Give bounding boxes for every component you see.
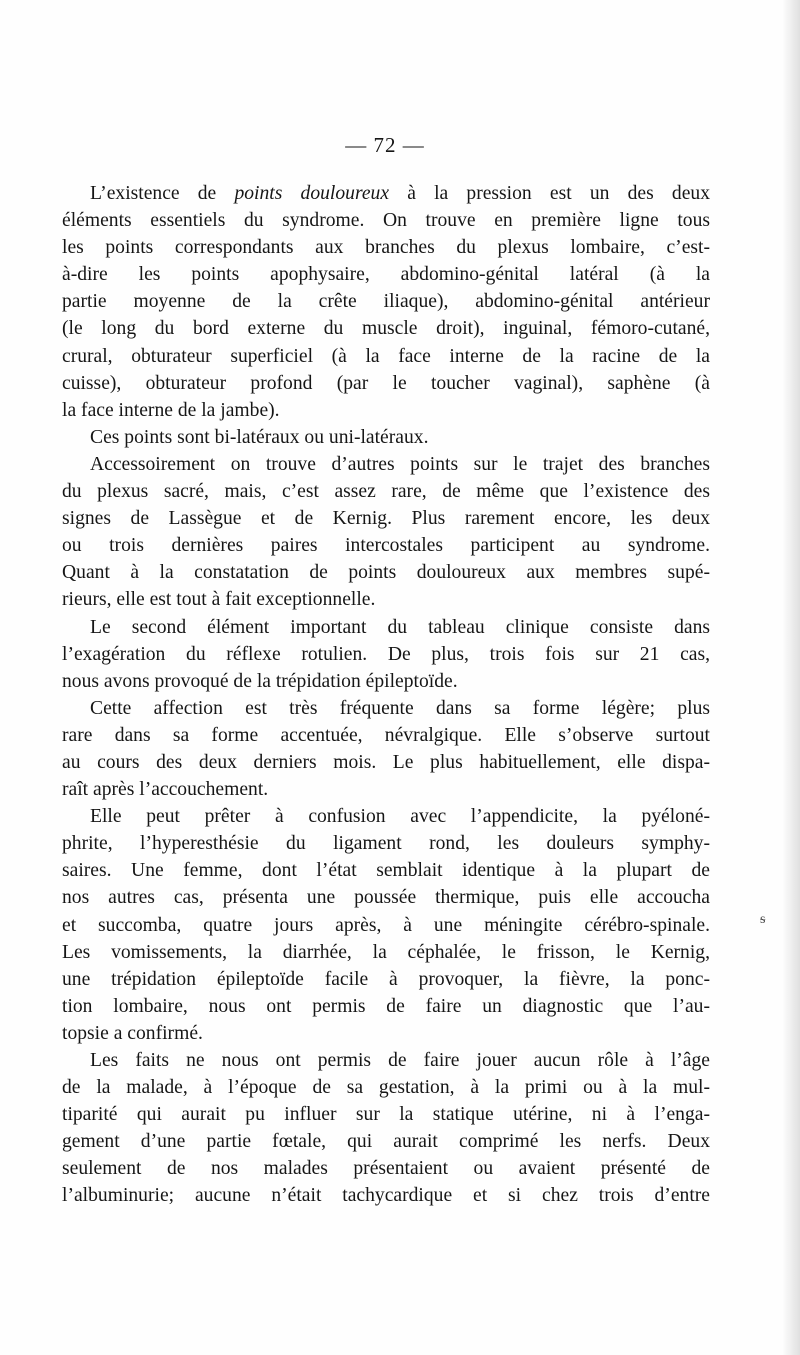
text-line: éléments essentiels du syndrome. On trouve en première ligne tous bbox=[62, 210, 710, 232]
text-line: au cours des deux derniers mois. Le plus habituellement, elle dispa- bbox=[62, 751, 710, 773]
text-line: Accessoirement on trouve d’autres points sur le trajet des branches bbox=[90, 453, 710, 475]
text-line: Le second élément important du tableau clinique consiste dans bbox=[90, 616, 710, 638]
text-line: l’exagération du réflexe rotulien. De plus, trois fois sur 21 cas, bbox=[62, 643, 710, 665]
paragraph bbox=[62, 803, 710, 1047]
text-line: tiparité qui aurait pu influer sur la statique utérine, ni à l’enga- bbox=[62, 1104, 710, 1126]
text-line: à-dire les points apophysaire, abdomino-génital latéral (à la bbox=[62, 264, 710, 286]
paragraph bbox=[62, 451, 710, 614]
page-number: — 72 — bbox=[345, 133, 425, 157]
text-line: l’albuminurie; aucune n’était tachycardique et si chez trois d’entre bbox=[62, 1185, 710, 1207]
text-line: crural, obturateur superficiel (à la face interne de la racine de la bbox=[62, 345, 710, 367]
paragraph bbox=[62, 180, 710, 424]
text-line: nos autres cas, présenta une poussée thermique, puis elle accoucha bbox=[62, 887, 710, 909]
text-line: rare dans sa forme accentuée, névralgique. Elle s’observe surtout bbox=[62, 724, 710, 746]
text-line: seulement de nos malades présentaient ou avaient présenté de bbox=[62, 1158, 710, 1180]
text-line: nous avons provoqué de la trépidation épileptoïde. bbox=[62, 670, 458, 692]
text-line: Les vomissements, la diarrhée, la céphalée, le frisson, le Kernig, bbox=[62, 941, 710, 963]
text-line: et succomba, quatre jours après, à une méningite cérébro-spinale. bbox=[62, 914, 710, 936]
text-line: tion lombaire, nous ont permis de faire un diagnostic que l’au- bbox=[62, 995, 710, 1017]
emphasis-points-douloureux: points douloureux bbox=[234, 183, 390, 204]
text-line: une trépidation épileptoïde facile à provoquer, la fièvre, la ponc- bbox=[62, 968, 710, 990]
text-line: du plexus sacré, mais, c’est assez rare, de même que l’existence des bbox=[62, 481, 710, 503]
text-line: topsie a confirmé. bbox=[62, 1022, 203, 1044]
text-line: raît après l’accouchement. bbox=[62, 779, 269, 801]
text-line: cuisse), obturateur profond (par le toucher vaginal), saphène (à bbox=[62, 372, 710, 394]
text-line: gement d’une partie fœtale, qui aurait comprimé les nerfs. Deux bbox=[62, 1131, 710, 1153]
paragraph bbox=[62, 424, 710, 451]
text-line: saires. Une femme, dont l’état semblait identique à la plupart de bbox=[62, 860, 710, 882]
text-line: de la malade, à l’époque de sa gestation, à la primi ou à la mul- bbox=[62, 1077, 710, 1099]
text-line: Quant à la constatation de points douloureux aux membres supé- bbox=[62, 562, 710, 584]
text-line: Ces points sont bi-latéraux ou uni-latéraux. bbox=[90, 426, 429, 448]
text-line: les points correspondants aux branches du plexus lombaire, c’est- bbox=[62, 237, 710, 259]
text-line: la face interne de la jambe). bbox=[62, 399, 280, 421]
paragraph bbox=[62, 614, 710, 695]
text-line: ou trois dernières paires intercostales participent au syndrome. bbox=[62, 535, 710, 557]
text-line: Les faits ne nous ont permis de faire jouer aucun rôle à l’âge bbox=[90, 1050, 710, 1071]
text-line: partie moyenne de la crête iliaque), abdomino-génital antérieur bbox=[62, 291, 710, 313]
text-line: phrite, l’hyperesthésie du ligament rond, les douleurs symphy- bbox=[62, 833, 710, 855]
paragraph bbox=[62, 695, 710, 803]
text-line: rieurs, elle est tout à fait exceptionnelle. bbox=[62, 589, 376, 611]
text-line: Elle peut prêter à confusion avec l’appendicite, la pyéloné- bbox=[90, 806, 710, 828]
margin-mark: ᵴ bbox=[760, 912, 766, 927]
text-line: Cette affection est très fréquente dans sa forme légère; plus bbox=[90, 697, 710, 719]
paragraph bbox=[62, 1047, 710, 1210]
text-line: (le long du bord externe du muscle droit), inguinal, fémoro-cutané, bbox=[62, 318, 710, 340]
text-line: signes de Lassègue et de Kernig. Plus rarement encore, les deux bbox=[62, 508, 710, 530]
body-text bbox=[62, 180, 710, 1210]
text-line: L’existence de points douloureux à la pression est un des deux bbox=[90, 183, 710, 204]
